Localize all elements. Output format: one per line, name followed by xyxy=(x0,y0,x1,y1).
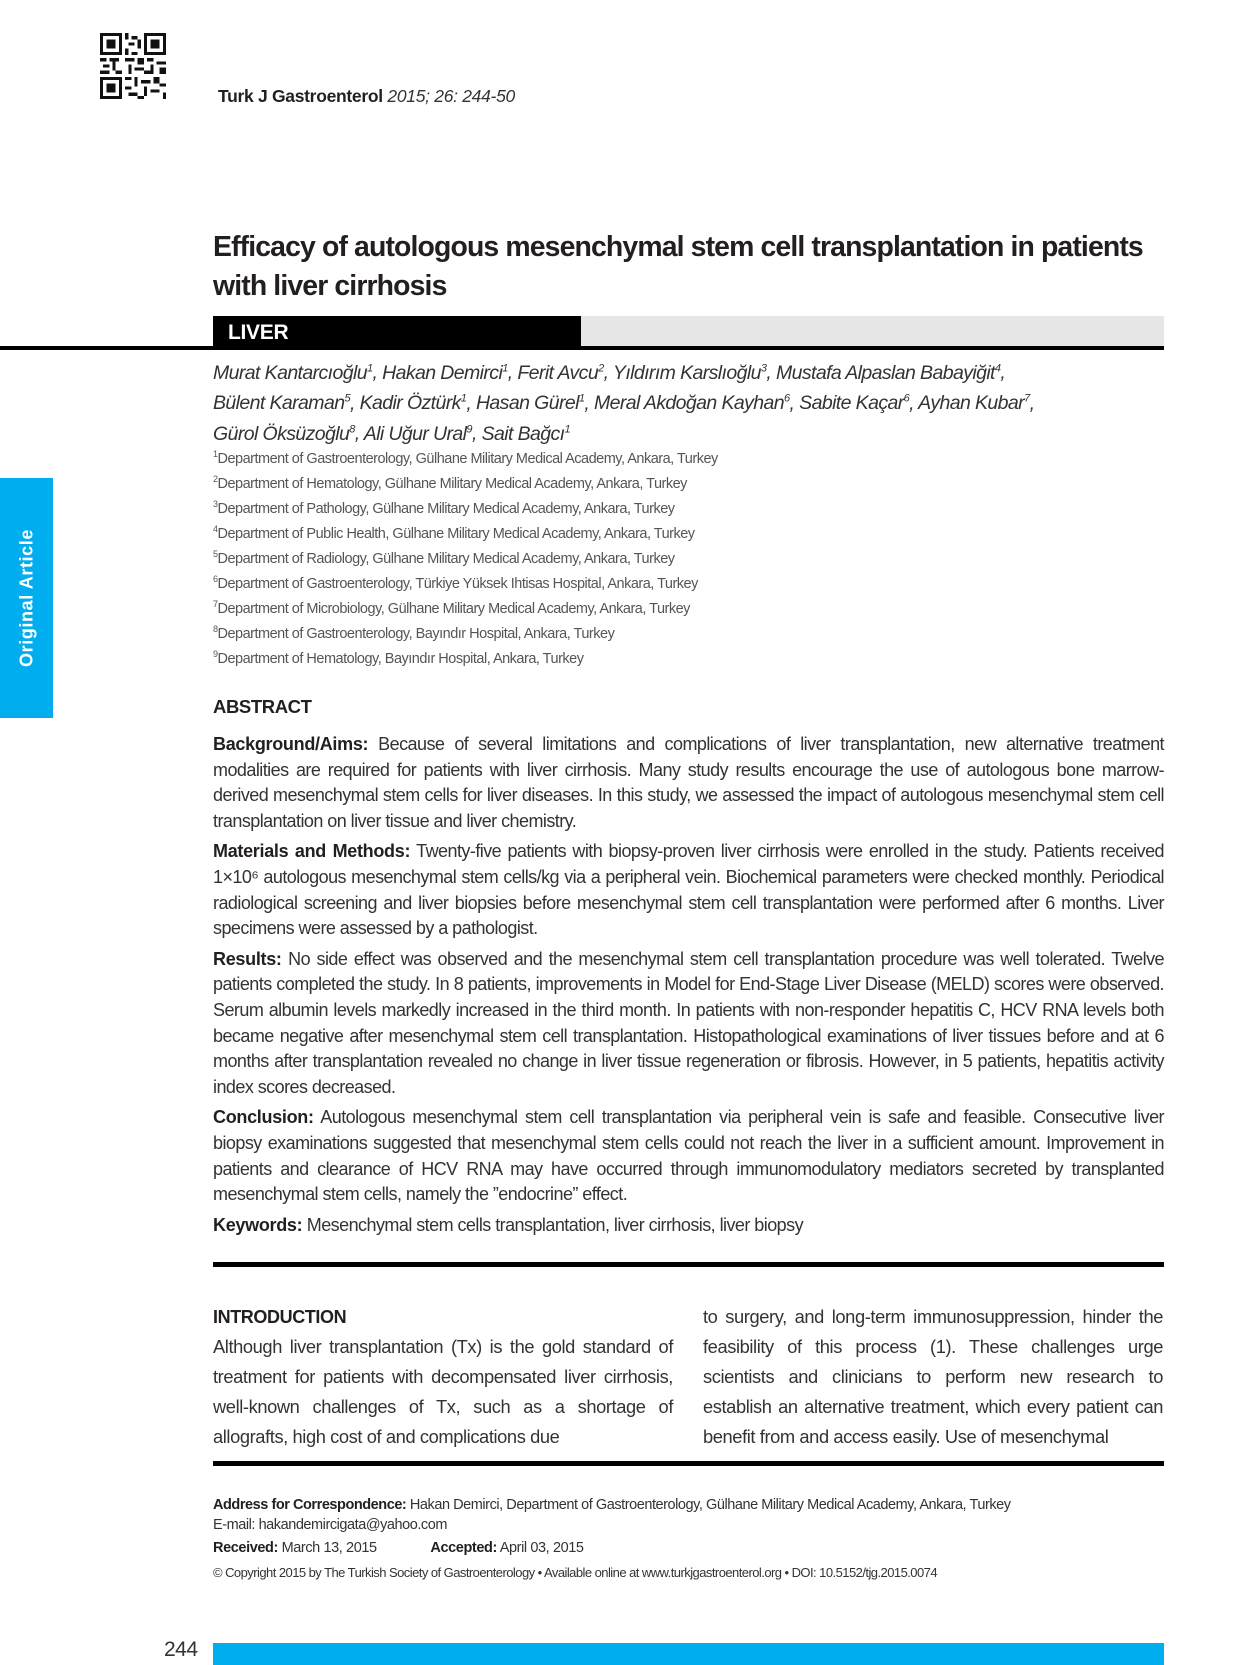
accepted-date xyxy=(430,1540,583,1556)
affiliation-item: $^1$Department of Gastroenterology, Gülhane Military Medical Academy, Ankara, Turkey xyxy=(213,449,718,467)
affiliation-item: $^6$Department of Gastroenterology, Türkiye Yüksek Ihtisas Hospital, Ankara, Turkey xyxy=(213,574,698,592)
abstract-label: Keywords: xyxy=(213,1214,303,1235)
correspondence-label: Address for Correspondence: xyxy=(213,1497,407,1513)
correspondence-text: Hakan Demirci, Department of Gastroenterology, Gülhane Military Medical Academy, Ankara, Turkey xyxy=(409,1497,1011,1513)
abstract-text: Because of several limitations and complications of liver transplantation, new alternative treatment modalities are required for patients with liver cirrhosis. Many study results encourage the use of autologous bone marrow-derived mesenchymal stem cells for liver diseases. In this study, we assessed the impact of autologous mesenchymal stem cell transplantation on liver tissue and liver chemistry. xyxy=(213,734,1164,831)
journal-citation xyxy=(218,86,515,107)
author-name: Kadir Öztürk$^1$ xyxy=(359,392,467,414)
section-label: LIVER xyxy=(213,316,581,347)
abstract-body xyxy=(213,732,1164,1243)
author-name: Sait Bağcı$^1$ xyxy=(481,422,571,445)
affiliation-marker: 1 xyxy=(366,362,373,374)
author-name: Murat Kantarcıoğlu$^1$ xyxy=(213,361,373,384)
affiliation-marker: 7 xyxy=(1024,392,1030,405)
abstract-paragraph xyxy=(213,1213,1164,1239)
author-list: Murat Kantarcıoğlu$^1$, Hakan Demirci$^1$, Ferit Avcu$^2$, Yıldırım Karslıoğlu$^3$, Mustafa Alpaslan Babayiğit$^4$, Bülent Karaman$^5$, Kadir Öztürk$^1$, Hasan Gürel$^1$, Meral Akdoğan Kayhan$^6$, Sabite Kaçar$^6$, Ayhan Kubar$^7$, Gürol Öksüzoğlu$^8$, Ali Uğur Ural$^9$, Sait Bağcı$^1$ xyxy=(213,361,1035,445)
received-date xyxy=(213,1540,377,1556)
author-name: Ferit Avcu$^2$ xyxy=(517,361,604,384)
abstract-label: Background/Aims: xyxy=(213,734,369,754)
abstract-paragraph xyxy=(213,1105,1164,1207)
author-name: Ayhan Kubar$^7$ xyxy=(918,392,1030,414)
affiliation-item: $^9$Department of Hematology, Bayındır Hospital, Ankara, Turkey xyxy=(213,649,584,668)
introduction-left-column xyxy=(213,1302,673,1452)
article-dates xyxy=(213,1540,584,1556)
abstract-paragraph xyxy=(213,947,1164,1101)
author-name: Mustafa Alpaslan Babayiğit$^4$ xyxy=(775,361,1001,384)
article-type-tab xyxy=(0,478,53,718)
author-name: Sabite Kaçar$^6$ xyxy=(799,392,910,414)
affiliation-number: 1 xyxy=(213,449,218,459)
section-divider xyxy=(0,346,1164,350)
abstract-text: Autologous mesenchymal stem cell transplantation via peripheral vein is safe and feasible. Consecutive liver biopsy examinations suggested that mesenchymal stem cells could not reach the liver in a sufficient amount. Improvement in patients and clearance of HCV RNA may have occurred through immunomodulatory mediators secreted by transplanted mesenchymal stem cells, namely the ”endocrine” effect. xyxy=(213,1107,1164,1205)
affiliation-number: 8 xyxy=(213,624,218,635)
affiliation-number: 6 xyxy=(213,574,218,585)
affiliation-marker: 2 xyxy=(598,362,604,374)
affiliation-marker: 6 xyxy=(903,392,910,405)
author-name: Hakan Demirci$^1$ xyxy=(382,361,508,384)
abstract-label: Results: xyxy=(213,948,282,969)
journal-volume: 2015; 26: 244-50 xyxy=(387,86,515,106)
correspondence-address xyxy=(213,1495,1164,1515)
introduction-left-text: Although liver transplantation (Tx) is the gold standard of treatment for patients with decompensated liver cirrhosis, well-known challenges of Tx, such as a shortage of allografts, high cost of and complications due xyxy=(213,1336,673,1447)
author-name: Bülent Karaman$^5$ xyxy=(213,392,350,414)
page-number: 244 xyxy=(164,1638,198,1661)
affiliation-marker: 1 xyxy=(578,392,585,405)
affiliation-marker: 1 xyxy=(502,362,508,374)
affiliation-marker: 4 xyxy=(994,362,1001,374)
email-label: E-mail: xyxy=(213,1517,255,1533)
affiliation-item: $^4$Department of Public Health, Gülhane Military Medical Academy, Ankara, Turkey xyxy=(213,524,695,542)
introduction-right-column xyxy=(703,1302,1163,1452)
abstract-paragraph xyxy=(213,732,1164,834)
accepted-label: Accepted: xyxy=(430,1540,497,1556)
abstract-label: Materials and Methods: xyxy=(213,841,411,862)
introduction-heading: INTRODUCTION xyxy=(213,1307,347,1327)
affiliation-number: 2 xyxy=(213,474,218,485)
affiliation-item: $^8$Department of Gastroenterology, Bayındır Hospital, Ankara, Turkey xyxy=(213,624,615,643)
article-title: Efficacy of autologous mesenchymal stem cell transplantation in patients with liver cirrhosis xyxy=(213,231,1143,302)
correspondence-block xyxy=(213,1495,1164,1535)
affiliation-marker: 1 xyxy=(460,392,467,405)
copyright-notice: © Copyright 2015 by The Turkish Society of Gastroenterology • Available online at www.turkjgastroenterol.org • DOI: 10.5152/tjg.2015.0074 xyxy=(213,1565,938,1580)
abstract-heading: ABSTRACT xyxy=(213,696,312,717)
introduction-right-text: to surgery, and long-term immunosuppression, hinder the feasibility of this process (1). These challenges urge scientists and clinicians to perform new research to establish an alternative treatment, which every patient can benefit from and access easily. Use of mesenchymal xyxy=(703,1306,1163,1447)
author-name: Meral Akdoğan Kayhan$^6$ xyxy=(594,392,790,414)
affiliation-marker: 3 xyxy=(760,362,767,374)
author-name: Gürol Öksüzoğlu$^8$ xyxy=(213,422,355,445)
abstract-text: Twenty-five patients with biopsy-proven liver cirrhosis were enrolled in the study. Patients received 1×10⁶ autologous mesenchymal stem cells/kg via a peripheral vein. Biochemical parameters were checked monthly. Periodical radiological screening and liver biopsies before mesenchymal stem cell transplantation were performed after 6 months. Liver specimens were assessed by a pathologist. xyxy=(213,841,1164,939)
author-name: Ali Uğur Ural$^9$ xyxy=(363,422,472,445)
introduction-divider xyxy=(213,1461,1164,1466)
affiliation-marker: 8 xyxy=(349,423,355,435)
affiliation-marker: 6 xyxy=(784,392,790,405)
qr-code-icon xyxy=(100,33,166,99)
abstract-paragraph xyxy=(213,839,1164,941)
affiliation-item: $^7$Department of Microbiology, Gülhane Military Medical Academy, Ankara, Turkey xyxy=(213,599,690,618)
affiliation-number: 7 xyxy=(213,599,218,610)
received-value: March 13, 2015 xyxy=(281,1540,377,1556)
affiliation-number: 5 xyxy=(213,549,218,560)
affiliation-marker: 9 xyxy=(466,423,472,435)
abstract-text: No side effect was observed and the mesenchymal stem cell transplantation procedure was well tolerated. Twelve patients completed the study. In 8 patients, improvements in Model for End-Stage Liver Disease (MELD) scores were observed. Serum albumin levels markedly increased in the third month. In patients with non-responder hepatitis C, HCV RNA levels both became negative after mesenchymal stem cell transplantation. Histopathological examinations of liver tissues before and at 6 months after transplantation revealed no change in liver tissue regeneration or fibrosis. However, in 5 patients, hepatitis activity index scores decreased. xyxy=(213,948,1164,1097)
affiliation-number: 3 xyxy=(213,499,218,510)
author-name: Yıldırım Karslıoğlu$^3$ xyxy=(612,361,767,384)
affiliation-item: $^5$Department of Radiology, Gülhane Military Medical Academy, Ankara, Turkey xyxy=(213,549,675,567)
accepted-value: April 03, 2015 xyxy=(499,1540,584,1556)
affiliation-item: $^3$Department of Pathology, Gülhane Military Medical Academy, Ankara, Turkey xyxy=(213,499,675,517)
journal-name: Turk J Gastroenterol xyxy=(218,86,383,106)
received-label: Received: xyxy=(213,1540,278,1556)
affiliation-number: 9 xyxy=(213,649,218,660)
affiliation-marker: 1 xyxy=(564,423,571,435)
abstract-label: Conclusion: xyxy=(213,1107,314,1128)
footer-bar xyxy=(213,1643,1164,1665)
affiliation-number: 4 xyxy=(213,524,218,535)
affiliation-item: $^2$Department of Hematology, Gülhane Military Medical Academy, Ankara, Turkey xyxy=(213,474,687,492)
affiliation-marker: 5 xyxy=(344,392,350,405)
affiliation-list xyxy=(213,444,1113,669)
email-link[interactable]: hakandemircigata@yahoo.com xyxy=(258,1517,447,1533)
correspondence-email xyxy=(213,1515,1164,1535)
author-name: Hasan Gürel$^1$ xyxy=(475,392,585,414)
abstract-text: Mesenchymal stem cells transplantation, liver cirrhosis, liver biopsy xyxy=(302,1214,804,1235)
abstract-divider xyxy=(213,1262,1164,1267)
section-banner xyxy=(213,316,1164,347)
article-type-label: Original Article xyxy=(16,529,36,667)
